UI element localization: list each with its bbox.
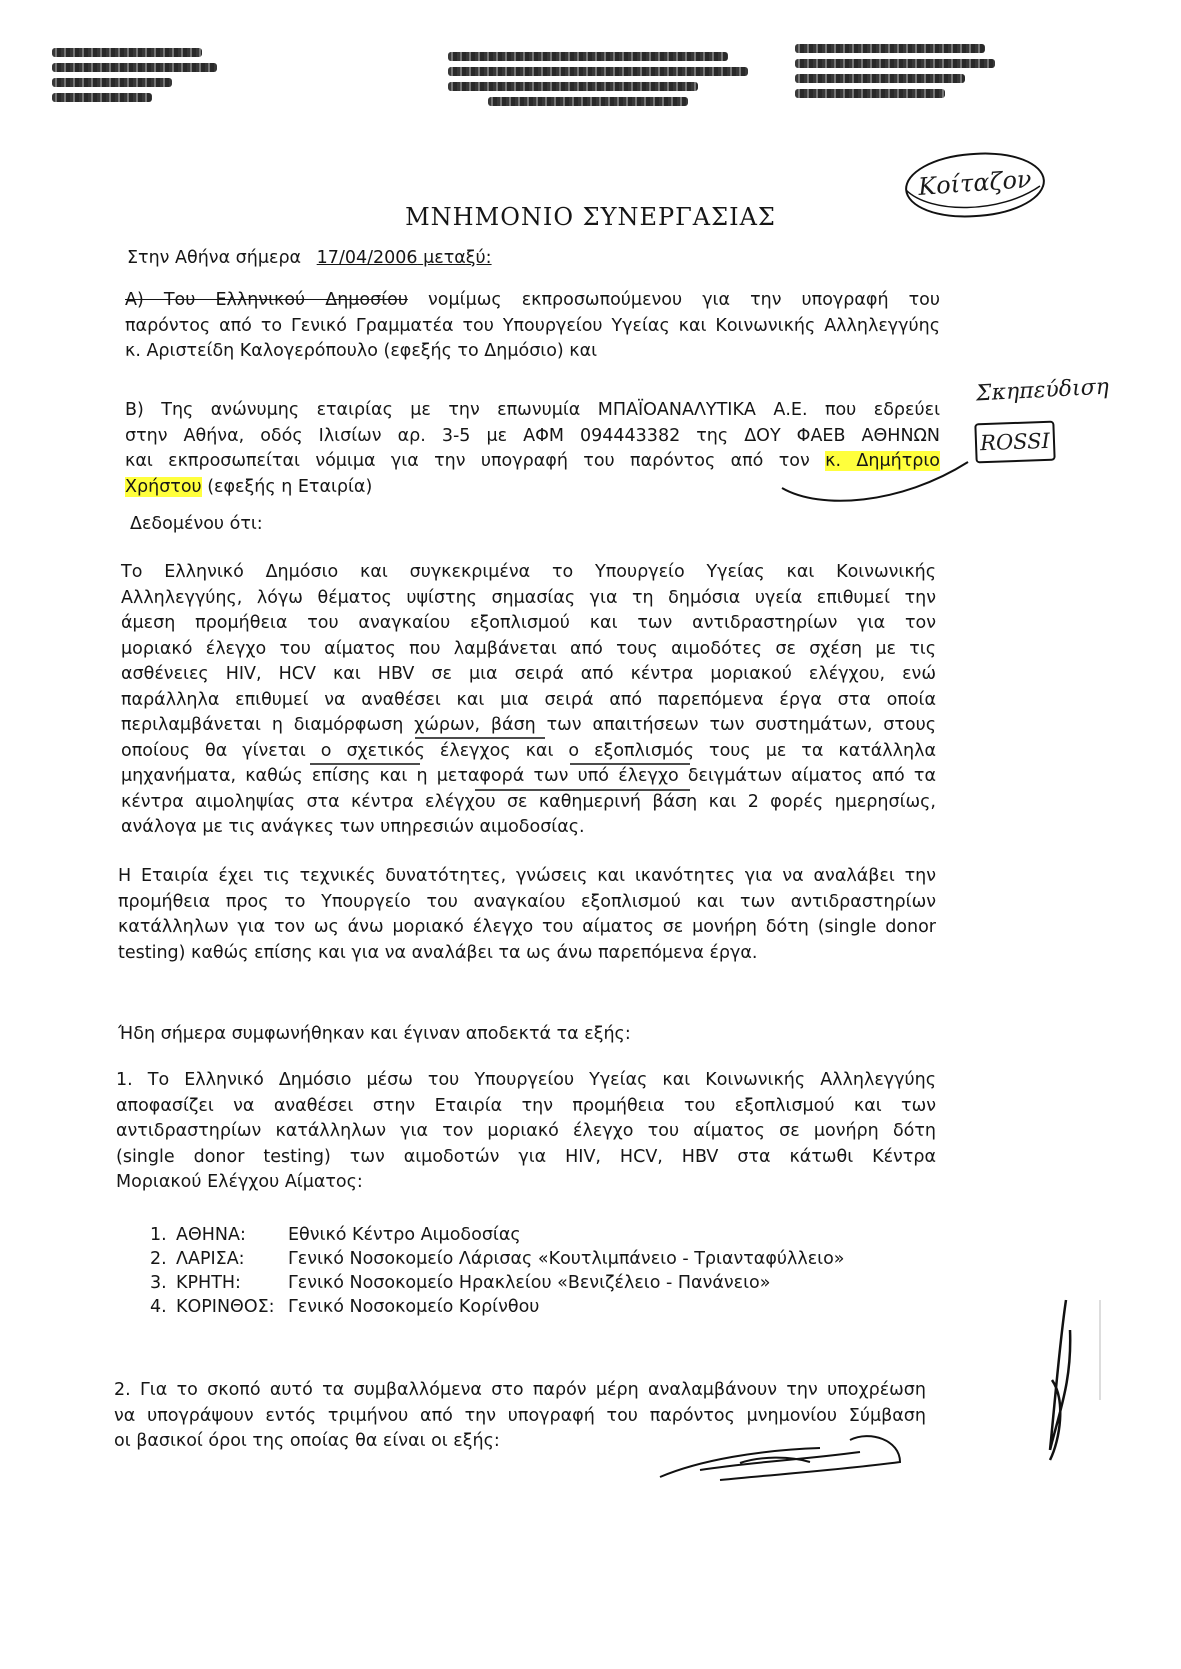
party-b-line3: και εκπροσωπείται νόμιμα για την υπογραφή του παρόντος από τον κ. Δημήτριο <box>125 451 940 471</box>
paragraph-company: Η Εταιρία έχει τις τεχνικές δυνατότητες, γνώσεις και ικανότητες για να αναλάβει την προμήθεια προς το Υπουργείο του αναγκαίου εξοπλισμού και των αντιδραστηρίων κατάλληλων για τον ως άνω μοριακό έλεγχο του αίματος σε μονήρη δότη (single donor testing) καθώς επίσης και για να αναλάβει τα ως άνω παρεπόμενα έργα. <box>118 866 936 963</box>
handwritten-arrow-curve <box>782 462 968 501</box>
party-a-line3: κ. Αριστείδη Καλογερόπουλο (εφεξής το Δημόσιο) και <box>125 341 598 361</box>
party-b-line2: στην Αθήνα, οδός Ιλισίων αρ. 3-5 με ΑΦΜ 094443382 της ΔΟΥ ΦΑΕΒ ΑΘΗΝΩΝ <box>125 425 940 446</box>
party-b-line1: Β) Της ανώνυμης εταιρίας με την επωνυμία ΜΠΑΪΟΑΝΑΛΥΤΙΚΑ Α.Ε. που εδρεύει <box>125 400 940 420</box>
highlight-name: κ. Δημήτριο <box>825 451 940 471</box>
agreed-heading: Ήδη σήμερα συμφωνήθηκαν και έγιναν αποδεκτά τα εξής: <box>118 1024 631 1044</box>
date-prefix: Στην Αθήνα σήμερα <box>127 248 302 268</box>
handwritten-stamp-tail <box>906 186 1040 208</box>
bottom-signature <box>660 1436 900 1480</box>
list-item: 3. ΚΡΗΤΗ: Γενικό Νοσοκομείο Ηρακλείου «Βενιζέλειο - Πανάνειο» <box>150 1273 771 1293</box>
date-value: 17/04/2006 μεταξύ: <box>316 248 492 268</box>
paragraph-purpose: Το Ελληνικό Δημόσιο και συγκεκριμένα το Υπουργείο Υγείας και Κοινωνικής Αλληλεγγύης, λόγω θέματος υψίστης σημασίας για τη δημόσια υγεία επιθυμεί την άμεση προμήθεια του αναγκαίου εξοπλισμού και των αντιδραστηρίων για τον μοριακό έλεγχο του αίματος που λαμβάνεται από τους αιμοδότες σε σχέση με τις ασθένειες HIV, HCV και HBV σε μια σειρά από κέντρα μοριακού ελέγχου, ενώ παράλληλα επιθυμεί να αναθέσει και μια σειρά από παρεπόμενα έργα στα οποία περιλαμβάνεται η διαμόρφωση χώρων, βάση των απαιτήσεων των συστημάτων, στους οποίους θα γίνεται ο σχετικός έλεγχος και ο εξοπλισμός τους με τα κατάλληλα μηχανήματα, καθώς επίσης και η μεταφορά των υπό έλεγχο δειγμάτων αίματος από τα κέντρα αιμοληψίας στα κέντρα ελέγχου σε καθημερινή βάση και 2 φορές ημερησίως, ανάλογα με τις ανάγκες των υπηρεσιών αιμοδοσίας. <box>121 562 936 837</box>
clause-1: 1. Το Ελληνικό Δημόσιο μέσω του Υπουργείου Υγείας και Κοινωνικής Αλληλεγγύης αποφασίζει να αναθέσει στην Εταιρία την προμήθεια του εξοπλισμού και των αντιδραστηρίων κατάλληλων για τον μοριακό έλεγχο του αίματος σε μονήρη δότη (single donor testing) των αιμοδοτών για HIV, HCV, HBV στα κάτωθι Κέντρα Μοριακού Ελέγχου Αίματος: <box>116 1070 936 1192</box>
handwritten-stamp: Κοίταζον <box>903 148 1047 222</box>
highlight-surname: Χρήστου <box>125 476 202 497</box>
given-heading: Δεδομένου ότι: <box>130 514 263 534</box>
list-item: 2. ΛΑΡΙΣΑ: Γενικό Νοσοκομείο Λάρισας «Κουτλιμπάνειο - Τριανταφύλλειο» <box>150 1249 845 1269</box>
party-a-line2: παρόντος από το Γενικό Γραμματέα του Υπουργείου Υγείας και Κοινωνικής Αλληλεγγύης <box>125 315 940 336</box>
list-item: 1. ΑΘΗΝΑ: Εθνικό Κέντρο Αιμοδοσίας <box>150 1225 521 1245</box>
party-b-line4: Χρήστου (εφεξής η Εταιρία) <box>125 476 373 497</box>
document-title: ΜΝΗΜΟΝΙΟ ΣΥΝΕΡΓΑΣΙΑΣ <box>405 203 776 231</box>
margin-handwritten-note: Σκηπεύδιση <box>975 374 1110 407</box>
clause-2: 2. Για το σκοπό αυτό τα συμβαλλόμενα στο παρόν μέρη αναλαμβάνουν την υποχρέωση να υπογράψουν εντός τριμήνου από την υπογραφή του παρόντος μνημονίου Σύμβαση οι βασικοί όροι της οποίας θα είναι οι εξής: <box>114 1380 926 1451</box>
party-a-strikethrough: Α) Του Ελληνικού Δημοσίου <box>125 290 408 310</box>
margin-rossi-box: ROSSI <box>974 421 1055 464</box>
right-margin-signature <box>1050 1300 1070 1460</box>
list-item: 4. ΚΟΡΙΝΘΟΣ: Γενικό Νοσοκομείο Κορίνθου <box>150 1297 540 1317</box>
party-a-line1: Α) Του Ελληνικού Δημοσίου νομίμως εκπροσωπούμενου για την υπογραφή του <box>125 290 940 310</box>
